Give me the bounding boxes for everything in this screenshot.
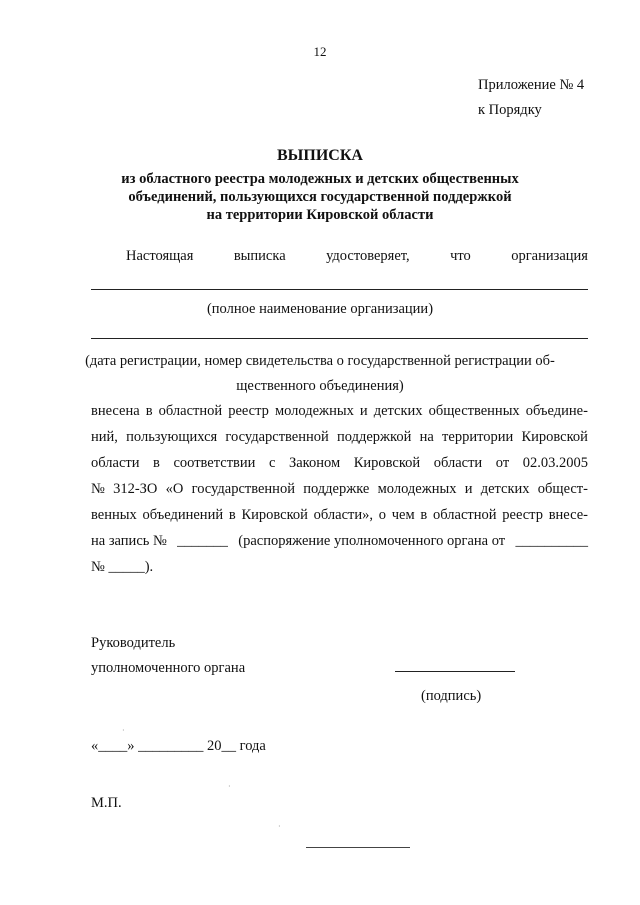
date-line bbox=[91, 737, 266, 755]
record-number-label: на запись № bbox=[91, 533, 167, 549]
word: выписка bbox=[233, 248, 286, 264]
word: молодежных bbox=[377, 481, 457, 497]
bottom-line bbox=[306, 847, 410, 848]
word: объедине- bbox=[525, 403, 588, 419]
word: внесе- bbox=[548, 507, 588, 523]
date-year-word: года bbox=[239, 738, 266, 754]
word: области bbox=[433, 455, 483, 471]
body-paragraph-line-2 bbox=[91, 428, 588, 446]
word: «О bbox=[165, 481, 184, 497]
word: с bbox=[268, 455, 276, 471]
order-date-blank[interactable]: __________ bbox=[515, 533, 588, 549]
word: детских bbox=[373, 403, 423, 419]
word: № bbox=[91, 481, 105, 497]
signer-role-line-1: Руководитель bbox=[91, 635, 176, 651]
signature-field[interactable] bbox=[395, 671, 515, 672]
registration-details-field[interactable] bbox=[91, 338, 588, 339]
word: пользующихся bbox=[126, 429, 218, 445]
word: объединений bbox=[142, 507, 224, 523]
document-subtitle-line-3: на территории Кировской области bbox=[206, 207, 434, 223]
record-number-blank[interactable]: _______ bbox=[177, 533, 228, 549]
word: государственной bbox=[191, 481, 295, 497]
order-reference-label: (распоряжение уполномоченного органа от bbox=[238, 533, 506, 549]
word: 02.03.2005 bbox=[522, 455, 588, 471]
word: от bbox=[495, 455, 510, 471]
registration-caption-line-2: щественного объединения) bbox=[236, 378, 404, 394]
registration-caption-line-1: (дата регистрации, номер свидетельства о государственной регистрации об- bbox=[85, 353, 555, 369]
signature-caption: (подпись) bbox=[421, 688, 482, 704]
word: государственной bbox=[225, 429, 329, 445]
signer-role-line-2: уполномоченного органа bbox=[91, 660, 246, 676]
body-paragraph-line-1 bbox=[91, 402, 588, 420]
word: областной bbox=[433, 507, 497, 523]
word: Кировской bbox=[353, 455, 421, 471]
appendix-number: Приложение № 4 bbox=[478, 77, 585, 93]
word: в bbox=[153, 455, 160, 471]
word: Настоящая bbox=[126, 248, 194, 264]
record-line bbox=[91, 532, 588, 550]
document-subtitle-line-1: из областного реестра молодежных и детских общественных bbox=[121, 171, 519, 187]
word: реестр bbox=[502, 507, 543, 523]
word: на bbox=[419, 429, 434, 445]
word: 312-ЗО bbox=[113, 481, 158, 497]
document-subtitle-line-2: объединений, пользующихся государственной поддержкой bbox=[128, 189, 512, 205]
body-paragraph-line-4 bbox=[91, 480, 588, 498]
intro-sentence bbox=[126, 247, 588, 265]
word: поддержке bbox=[303, 481, 370, 497]
word: общественных bbox=[428, 403, 520, 419]
page-number: 12 bbox=[313, 44, 327, 59]
word: территории bbox=[442, 429, 514, 445]
organization-name-field[interactable] bbox=[91, 289, 588, 290]
word: областной bbox=[158, 403, 223, 419]
word: соответствии bbox=[173, 455, 256, 471]
body-paragraph-line-3 bbox=[91, 454, 588, 472]
word: Кировской bbox=[241, 507, 308, 523]
word: ний, bbox=[91, 429, 118, 445]
scan-speck: · bbox=[278, 822, 281, 831]
scan-speck: · bbox=[228, 782, 231, 791]
word: общест- bbox=[537, 481, 588, 497]
word: внесена bbox=[91, 403, 140, 419]
word: чем bbox=[391, 507, 415, 523]
word: удостоверяет, bbox=[326, 248, 410, 264]
word: и bbox=[359, 403, 368, 419]
word: молодежных bbox=[274, 403, 354, 419]
word: в bbox=[228, 507, 236, 523]
word: детских bbox=[480, 481, 530, 497]
word: о bbox=[378, 507, 387, 523]
date-year-blank[interactable]: 20__ bbox=[207, 738, 236, 754]
word: и bbox=[464, 481, 473, 497]
word: Законом bbox=[288, 455, 341, 471]
stamp-place: М.П. bbox=[91, 795, 122, 811]
word: области bbox=[91, 455, 140, 471]
word: венных bbox=[91, 507, 137, 523]
date-month-blank[interactable]: _________ bbox=[138, 738, 204, 754]
date-day-blank[interactable]: «____» bbox=[91, 738, 135, 754]
word: поддержкой bbox=[337, 429, 412, 445]
body-paragraph-line-5 bbox=[91, 506, 588, 524]
appendix-order: к Порядку bbox=[478, 102, 542, 118]
order-number-blank[interactable]: № _____). bbox=[91, 559, 154, 575]
word: в bbox=[145, 403, 153, 419]
word: в bbox=[420, 507, 428, 523]
word: организация bbox=[511, 248, 588, 264]
word: Кировской bbox=[521, 429, 588, 445]
word: что bbox=[450, 248, 471, 264]
scan-speck: · bbox=[122, 726, 125, 735]
document-title: ВЫПИСКА bbox=[277, 147, 363, 164]
word: области», bbox=[313, 507, 374, 523]
organization-name-caption: (полное наименование организации) bbox=[206, 301, 434, 317]
word: реестр bbox=[228, 403, 269, 419]
